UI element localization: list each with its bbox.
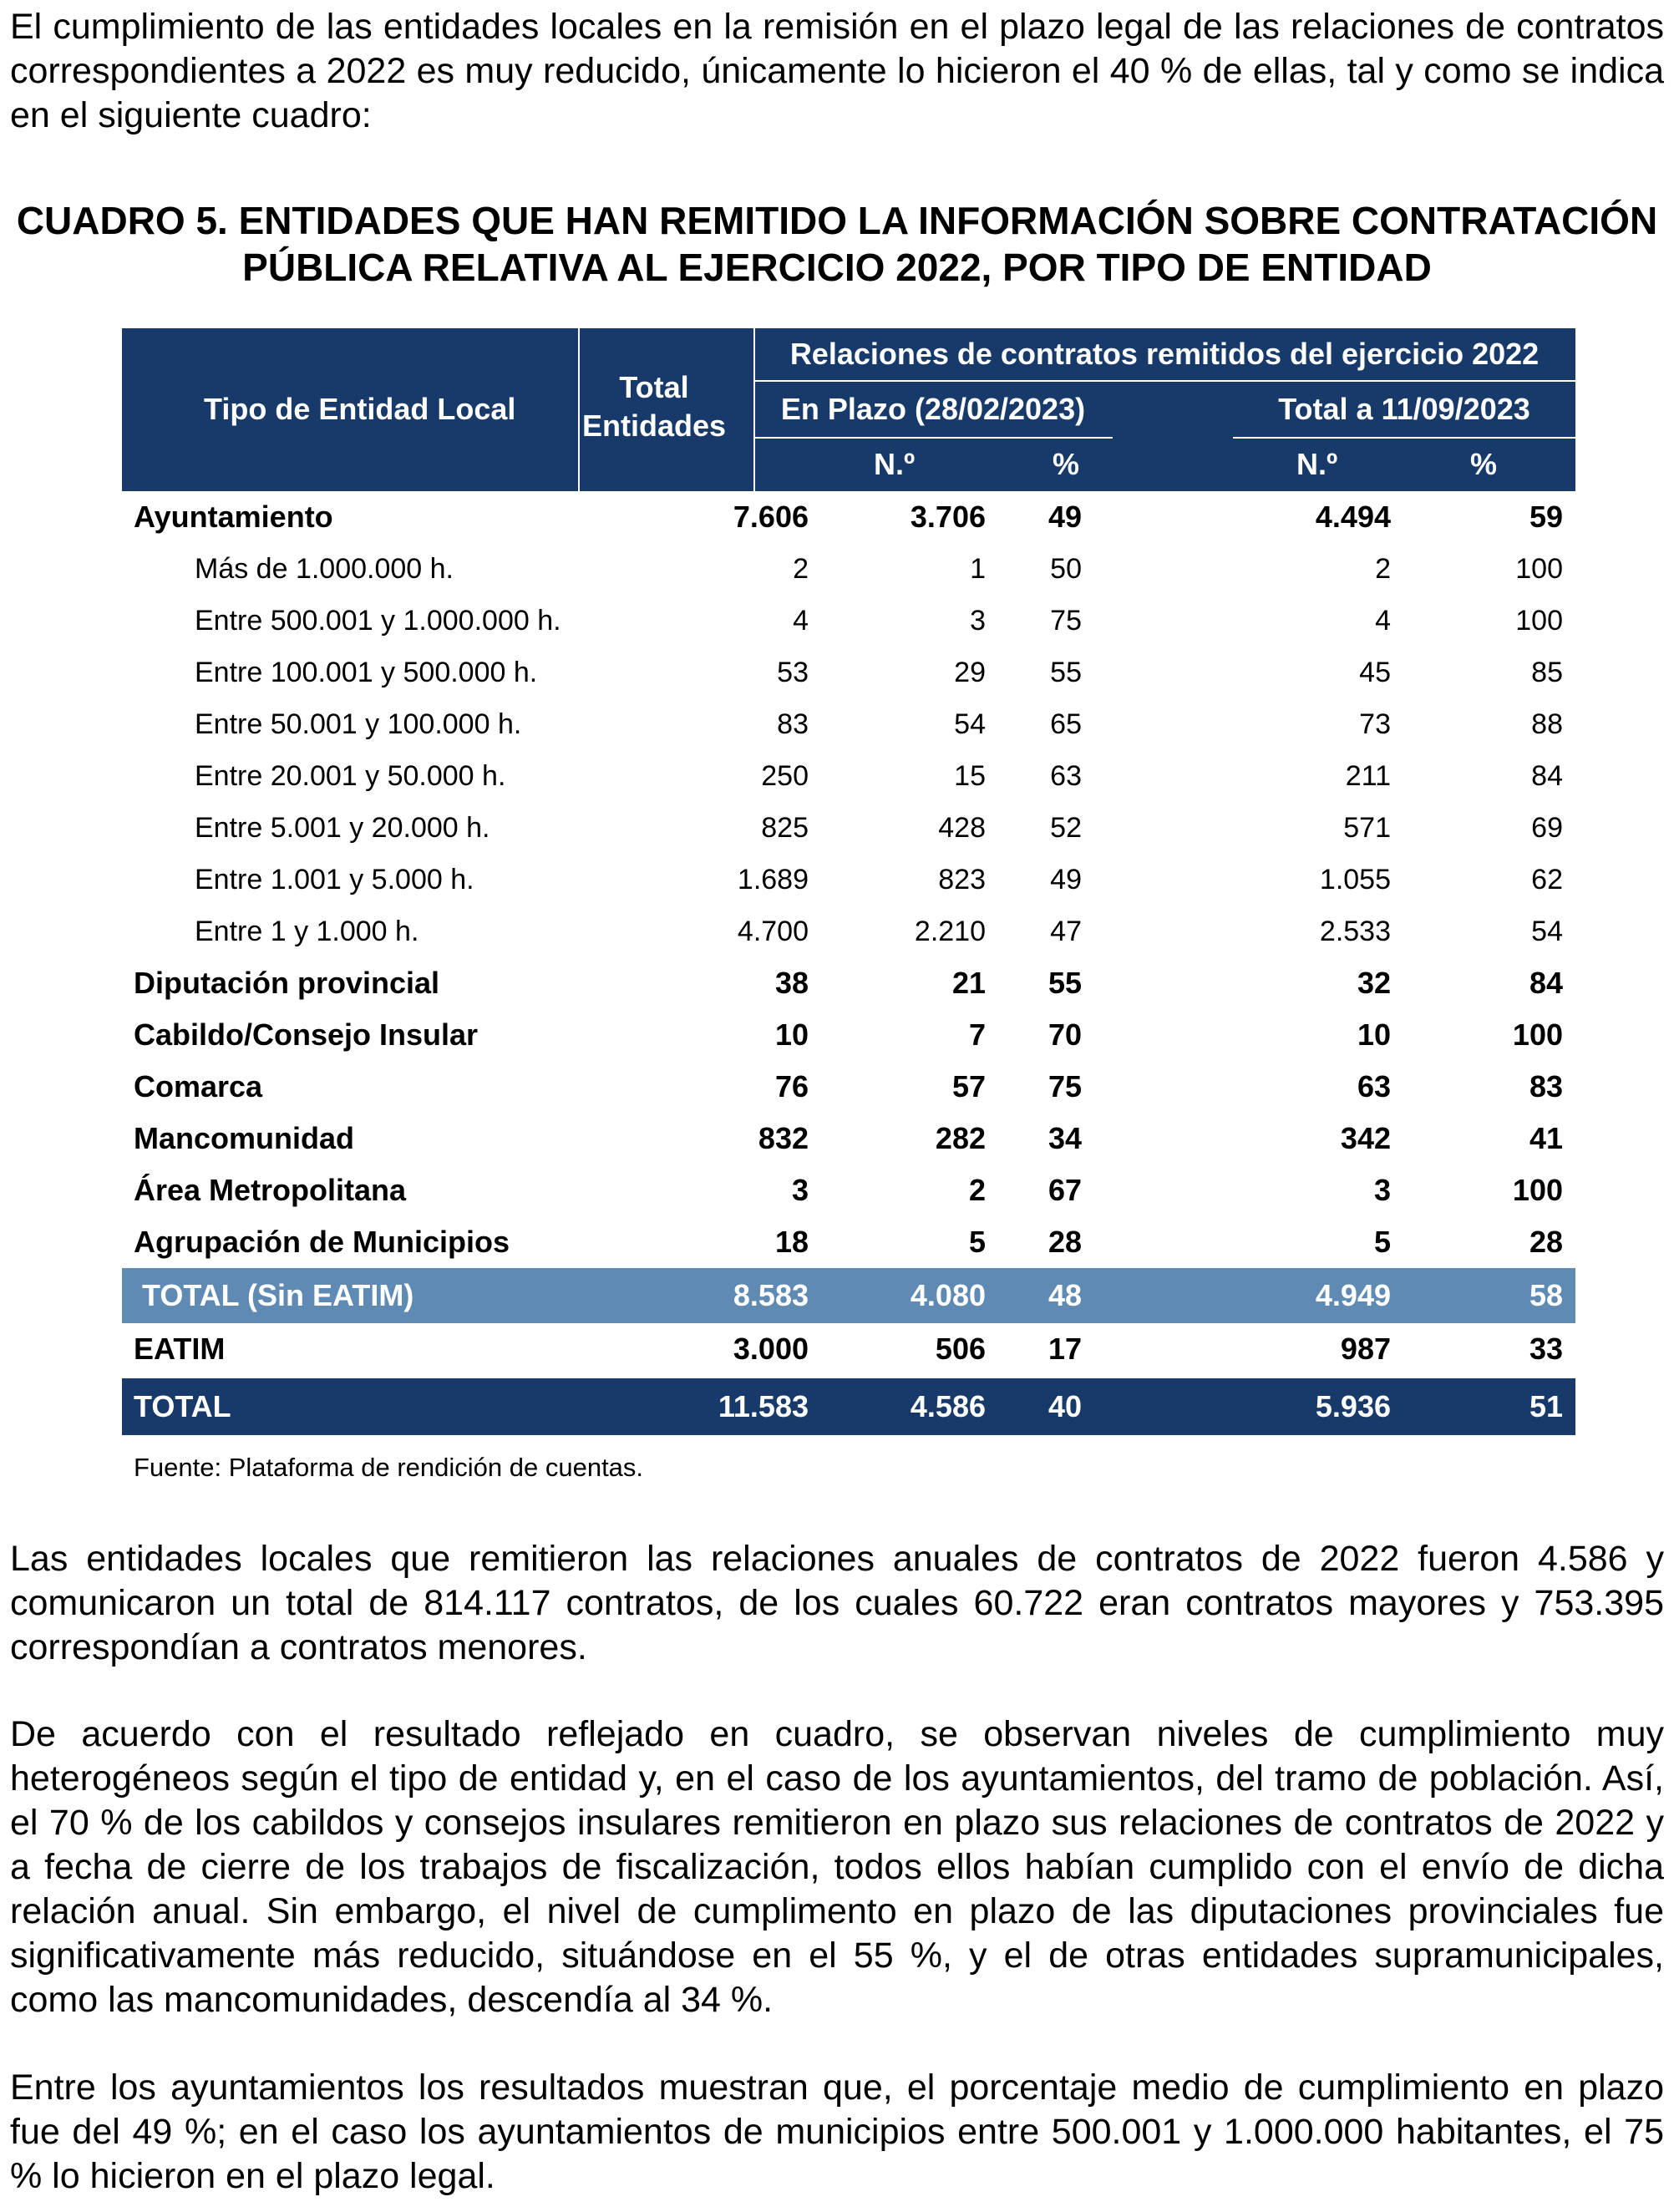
cell-total: 4 — [793, 605, 809, 637]
cell-total-num: 10 — [1357, 1017, 1391, 1052]
cell-plazo-pct: 28 — [1048, 1225, 1082, 1259]
cell-total-num: 4.949 — [1315, 1278, 1391, 1312]
cell-plazo-num: 2.210 — [914, 916, 986, 947]
header-plazo-num: N.º — [874, 447, 916, 481]
cell-total-pct: 28 — [1529, 1225, 1563, 1259]
cell-total-pct: 83 — [1529, 1069, 1563, 1103]
cell-plazo-pct: 55 — [1050, 657, 1082, 688]
intro-paragraph: El cumplimiento de las entidades locales en la remisión en el plazo legal de las relaciones de contratos correspondientes a 2022 es muy reducido, únicamente lo hicieron el 40 % de ellas, tal y como se indica en el siguiente cuadro: — [10, 7, 1664, 135]
header-en-plazo: En Plazo (28/02/2023) — [780, 392, 1086, 426]
cell-plazo-num: 21 — [951, 966, 986, 1000]
cell-tipo: Mancomunidad — [134, 1121, 355, 1155]
cell-total-num: 32 — [1357, 966, 1391, 1000]
table-row — [122, 698, 1575, 750]
cell-total: 3.000 — [733, 1332, 809, 1366]
cell-total: 4.700 — [737, 916, 809, 947]
cell-total-pct: 100 — [1515, 553, 1563, 585]
cell-plazo-num: 54 — [954, 708, 986, 740]
cell-total: 250 — [761, 760, 809, 792]
cell-plazo-num: 5 — [968, 1225, 986, 1259]
header-divider — [753, 328, 755, 491]
cell-total-num: 2.533 — [1319, 916, 1391, 947]
cell-plazo-num: 7 — [968, 1017, 986, 1052]
table-row — [122, 1378, 1575, 1435]
table-row — [122, 1164, 1575, 1216]
header-total-line2: Entidades — [581, 408, 727, 443]
cell-plazo-pct: 55 — [1048, 966, 1082, 1000]
header-total-fecha: Total a 11/09/2023 — [1278, 392, 1530, 426]
table-row — [122, 1216, 1575, 1268]
cell-plazo-num: 2 — [968, 1173, 986, 1207]
cell-plazo-pct: 65 — [1050, 708, 1082, 740]
cell-plazo-pct: 47 — [1050, 916, 1082, 947]
paragraph-4: Entre los ayuntamientos los resultados muestran que, el porcentaje medio de cumplimiento en plazo fue del 49 %; en el caso los ayuntamientos de municipios entre 500.001 y 1.000.000 habitantes, el 75 % lo hicieron en el plazo legal. — [10, 2067, 1664, 2196]
cell-plazo-num: 15 — [954, 760, 986, 792]
header-total-line1: Total — [619, 370, 689, 404]
cell-tipo: Diputación provincial — [134, 966, 440, 1000]
cell-total-num: 3 — [1373, 1173, 1391, 1207]
cell-total: 832 — [758, 1121, 809, 1155]
cell-total: 83 — [777, 708, 809, 740]
cell-plazo-num: 3.706 — [910, 500, 986, 534]
table-row — [122, 1009, 1575, 1061]
table-title-line1: CUADRO 5. ENTIDADES QUE HAN REMITIDO LA INFORMACIÓN SOBRE CONTRATACIÓN — [16, 199, 1658, 242]
cell-plazo-num: 3 — [970, 605, 986, 637]
cell-plazo-num: 1 — [970, 553, 986, 585]
cell-plazo-pct: 49 — [1050, 864, 1082, 895]
header-divider — [753, 380, 1575, 382]
cell-total-num: 987 — [1340, 1332, 1391, 1366]
table-row — [122, 491, 1575, 543]
header-divider — [1233, 437, 1575, 439]
header-group: Relaciones de contratos remitidos del ejercicio 2022 — [789, 337, 1540, 371]
header-divider — [753, 437, 1113, 439]
cell-total-pct: 84 — [1531, 760, 1563, 792]
cell-plazo-pct: 17 — [1048, 1332, 1082, 1366]
cell-plazo-num: 428 — [938, 812, 986, 844]
cell-total-num: 2 — [1375, 553, 1391, 585]
table-row — [122, 595, 1575, 647]
cell-tipo: EATIM — [134, 1332, 226, 1366]
cell-tipo: Entre 1 y 1.000 h. — [195, 916, 419, 947]
table-title-line2: PÚBLICA RELATIVA AL EJERCICIO 2022, POR TIPO DE ENTIDAD — [242, 246, 1432, 289]
cell-tipo: Más de 1.000.000 h. — [195, 553, 454, 585]
cell-total-num: 45 — [1359, 657, 1391, 688]
cell-tipo: TOTAL (Sin EATIM) — [142, 1278, 414, 1312]
cell-tipo: Entre 50.001 y 100.000 h. — [195, 708, 522, 740]
cell-total: 38 — [774, 966, 809, 1000]
paragraph-2: Las entidades locales que remitieron las relaciones anuales de contratos de 2022 fueron 4.586 y comunicaron un total de 814.117 contratos, de los cuales 60.722 eran contratos mayores y 753.395 correspondían a contratos menores. — [10, 1539, 1664, 1667]
table-row — [122, 1268, 1575, 1323]
cell-total: 7.606 — [733, 500, 809, 534]
cell-plazo-pct: 50 — [1050, 553, 1082, 585]
cell-tipo: Cabildo/Consejo Insular — [134, 1017, 479, 1052]
cell-total-pct: 33 — [1529, 1332, 1563, 1366]
cell-tipo: Ayuntamiento — [134, 500, 333, 534]
header-divider — [578, 328, 580, 491]
cell-total-num: 63 — [1357, 1069, 1391, 1103]
cell-tipo: Entre 5.001 y 20.000 h. — [195, 812, 490, 844]
cell-total: 76 — [774, 1069, 809, 1103]
cell-tipo: Entre 500.001 y 1.000.000 h. — [195, 605, 561, 637]
cell-total-pct: 88 — [1531, 708, 1563, 740]
cell-total-num: 571 — [1343, 812, 1391, 844]
table-row — [122, 1323, 1575, 1375]
cell-total-num: 73 — [1359, 708, 1391, 740]
table-row — [122, 957, 1575, 1009]
table-row — [122, 1113, 1575, 1164]
cell-plazo-pct: 70 — [1048, 1017, 1082, 1052]
cell-total-num: 4.494 — [1315, 500, 1391, 534]
header-total-num: N.º — [1296, 447, 1338, 481]
table-source: Fuente: Plataforma de rendición de cuentas. — [134, 1453, 644, 1482]
paragraph-3: De acuerdo con el resultado reflejado en cuadro, se observan niveles de cumplimiento muy heterogéneos según el tipo de entidad y, en el caso de los ayuntamientos, del tramo de población. Así, el 70 % de los cabildos y consejos insulares remitieron en plazo sus relaciones de contratos de 2022 y a fecha de cierre de los trabajos de fiscalización, todos ellos habían cumplido con el envío de dicha relación anual. Sin embargo, el nivel de cumplimento en plazo de las diputaciones provinciales fue significativamente más reducido, situándose en el 55 %, y el de otras entidades supramunicipales, como las mancomunidades, descendía al 34 %. — [10, 1714, 1664, 2020]
cell-plazo-pct: 63 — [1050, 760, 1082, 792]
cell-plazo-num: 4.080 — [910, 1278, 986, 1312]
cell-plazo-num: 823 — [938, 864, 986, 895]
cell-total-pct: 59 — [1529, 500, 1563, 534]
cell-plazo-num: 29 — [954, 657, 986, 688]
table-row — [122, 647, 1575, 698]
cell-total-pct: 58 — [1529, 1278, 1563, 1312]
cell-total-pct: 62 — [1531, 864, 1563, 895]
cell-plazo-pct: 48 — [1048, 1278, 1082, 1312]
table-row — [122, 543, 1575, 595]
cell-plazo-pct: 34 — [1048, 1121, 1082, 1155]
cell-tipo: Entre 20.001 y 50.000 h. — [195, 760, 506, 792]
cell-plazo-pct: 49 — [1048, 500, 1082, 534]
cell-total-num: 4 — [1375, 605, 1391, 637]
table-header — [122, 328, 1575, 491]
header-tipo: Tipo de Entidad Local — [204, 392, 516, 426]
cell-plazo-pct: 75 — [1048, 1069, 1082, 1103]
cell-tipo: Comarca — [134, 1069, 263, 1103]
cell-plazo-pct: 52 — [1050, 812, 1082, 844]
cell-total-num: 342 — [1340, 1121, 1391, 1155]
table-row — [122, 906, 1575, 957]
cell-total: 2 — [793, 553, 809, 585]
cell-total-num: 5.936 — [1315, 1389, 1391, 1423]
cell-total: 1.689 — [737, 864, 809, 895]
table-row — [122, 802, 1575, 854]
cell-tipo: Agrupación de Municipios — [134, 1225, 510, 1259]
table-row — [122, 750, 1575, 802]
header-total-pct: % — [1470, 447, 1498, 481]
cell-tipo: TOTAL — [134, 1389, 231, 1423]
cell-total: 53 — [777, 657, 809, 688]
header-plazo-pct: % — [1053, 447, 1080, 481]
table-body — [122, 491, 1575, 1435]
cell-plazo-pct: 40 — [1048, 1389, 1082, 1423]
table-title — [0, 197, 1674, 291]
cell-plazo-pct: 67 — [1048, 1173, 1082, 1207]
cell-total-pct: 100 — [1512, 1017, 1563, 1052]
cell-total-pct: 84 — [1529, 966, 1563, 1000]
cell-tipo: Entre 1.001 y 5.000 h. — [195, 864, 474, 895]
cell-total-num: 1.055 — [1319, 864, 1391, 895]
cell-total-pct: 100 — [1515, 605, 1563, 637]
cell-total: 18 — [774, 1225, 809, 1259]
cell-tipo: Entre 100.001 y 500.000 h. — [195, 657, 538, 688]
cell-plazo-pct: 75 — [1050, 605, 1082, 637]
cell-total: 10 — [774, 1017, 809, 1052]
table-row — [122, 854, 1575, 906]
cell-plazo-num: 4.586 — [910, 1389, 986, 1423]
cell-total-pct: 54 — [1531, 916, 1563, 947]
cell-total: 8.583 — [733, 1278, 809, 1312]
cell-plazo-num: 282 — [935, 1121, 986, 1155]
cell-total-num: 5 — [1373, 1225, 1391, 1259]
cell-total-pct: 51 — [1529, 1389, 1563, 1423]
data-table — [122, 328, 1575, 1435]
cell-plazo-num: 506 — [935, 1332, 986, 1366]
cell-tipo: Área Metropolitana — [134, 1173, 407, 1207]
cell-plazo-num: 57 — [951, 1069, 986, 1103]
cell-total-num: 211 — [1345, 760, 1391, 792]
cell-total-pct: 100 — [1512, 1173, 1563, 1207]
table-row — [122, 1061, 1575, 1113]
cell-total: 11.583 — [718, 1389, 809, 1423]
cell-total-pct: 85 — [1531, 657, 1563, 688]
cell-total: 825 — [761, 812, 809, 844]
cell-total: 3 — [791, 1173, 809, 1207]
cell-total-pct: 41 — [1529, 1121, 1563, 1155]
cell-total-pct: 69 — [1531, 812, 1563, 844]
